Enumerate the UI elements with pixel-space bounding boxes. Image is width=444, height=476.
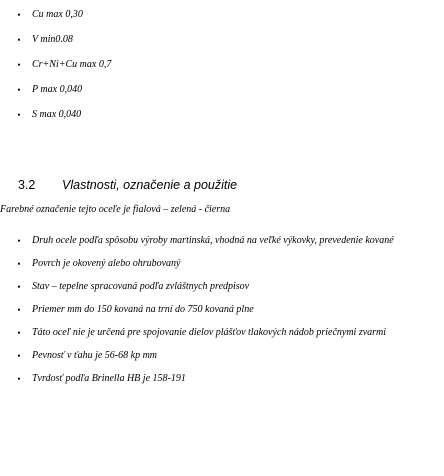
list-item — [14, 6, 434, 31]
list-item — [14, 301, 426, 319]
list-item-text: S max 0,040 — [32, 109, 82, 120]
section-heading — [18, 178, 237, 192]
properties-list — [14, 232, 426, 393]
color-marking-paragraph: Farebné označenie tejto oceľe je fialová – zelená - čierna — [0, 204, 231, 215]
list-item-text: Priemer mm do 150 kovaná na trní do 750 kovaná plne — [32, 304, 254, 315]
list-item — [14, 31, 434, 56]
bullet-icon: • — [17, 85, 21, 95]
list-item — [14, 324, 426, 342]
list-item — [14, 370, 426, 388]
bullet-icon: • — [17, 328, 21, 338]
list-item-text: Cr+Ni+Cu max 0,7 — [32, 59, 112, 70]
list-item-text: Povrch je okovený alebo ohrubovaný — [32, 258, 181, 269]
list-item-text: P max 0,040 — [32, 84, 83, 95]
bullet-icon: • — [17, 110, 21, 120]
list-item-text: Pevnosť v ťahu je 56-68 kp mm — [32, 350, 158, 361]
list-item-text: Druh ocele podľa spôsobu výroby martinská, vhodná na veľké výkovky, prevedenie kované — [32, 235, 394, 246]
bullet-icon: • — [17, 236, 21, 246]
list-item — [14, 232, 426, 250]
list-item — [14, 278, 426, 296]
list-item-text: V min0.08 — [32, 34, 73, 45]
list-item — [14, 347, 426, 365]
bullet-icon: • — [17, 10, 21, 20]
section-number: 3.2 — [18, 178, 36, 192]
list-item-text: Cu max 0,30 — [32, 9, 83, 20]
composition-list — [14, 6, 434, 131]
list-item-text: Tvrdosť podľa Brinella HB je 158-191 — [32, 373, 186, 384]
bullet-icon: • — [17, 305, 21, 315]
list-item-text: Táto oceľ nie je určená pre spojovanie dielov plášťov tlakových nádob priečnymi zvarmi — [32, 327, 387, 338]
list-item-text: Stav – tepelne spracovaná podľa zvláštnych predpisov — [32, 281, 250, 292]
bullet-icon: • — [17, 282, 21, 292]
bullet-icon: • — [17, 35, 21, 45]
bullet-icon: • — [17, 374, 21, 384]
bullet-icon: • — [17, 351, 21, 361]
list-item — [14, 81, 434, 106]
bullet-icon: • — [17, 259, 21, 269]
list-item — [14, 255, 426, 273]
list-item — [14, 106, 434, 131]
bullet-icon: • — [17, 60, 21, 70]
section-title: Vlastnosti, označenie a použitie — [62, 178, 238, 192]
list-item — [14, 56, 434, 81]
